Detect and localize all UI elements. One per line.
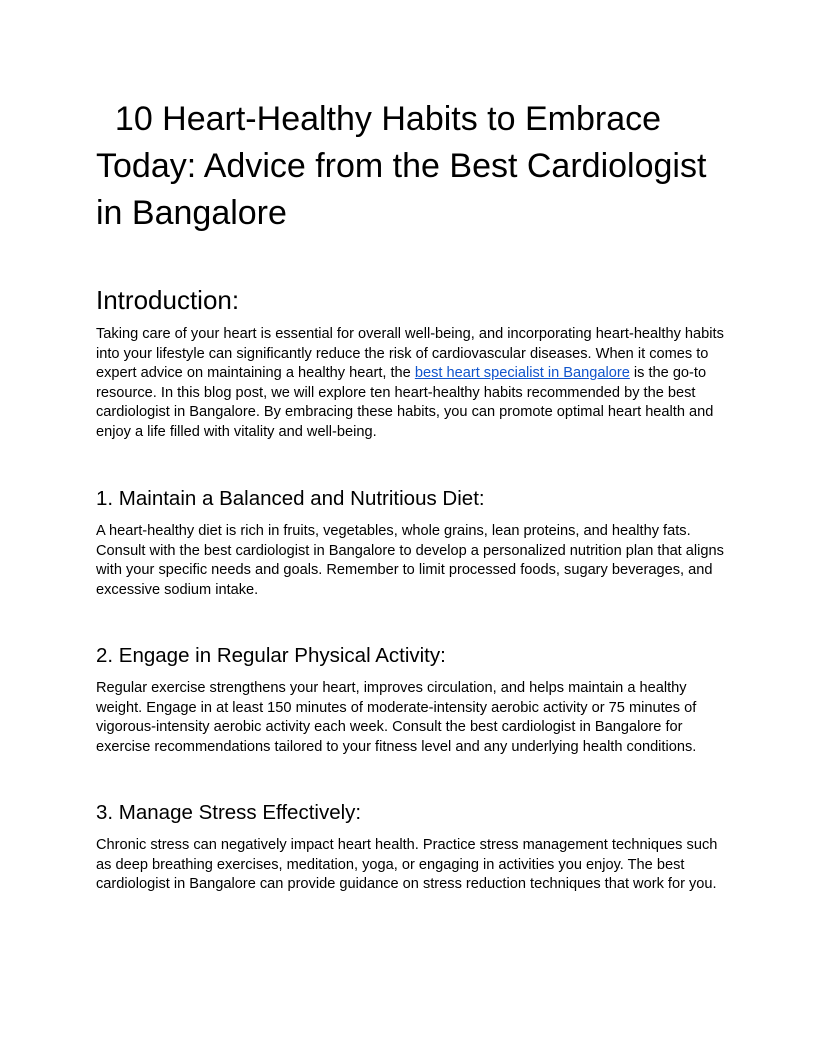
section-heading-physical-activity: 2. Engage in Regular Physical Activity: [96,644,446,667]
section-heading-diet: 1. Maintain a Balanced and Nutritious Diet: [96,487,485,510]
section-heading-stress: 3. Manage Stress Effectively: [96,801,362,824]
section-body-physical-activity: Regular exercise strengthens your heart, improves circulation, and helps maintain a healthy weight. Engage in at least 150 minutes of moderate-intensity aerobic activity or 75 minutes of vigorous-intensity aerobic activity each week. Consult the best cardiologist in Bangalore for exercise recommendations tailored to your fitness level and any underlying health conditions. [96,680,697,755]
page-title: 10 Heart-Healthy Habits to Embrace Today: Advice from the Best Cardiologist in Bangalore [96,100,716,232]
section-body-diet: A heart-healthy diet is rich in fruits, vegetables, whole grains, lean proteins, and healthy fats. Consult with the best cardiologist in Bangalore to develop a personalized nutrition plan that aligns with your specific needs and goals. Remember to limit processed foods, sugary beverages, and excessive sodium intake. [96,523,724,598]
document-page [96,96,724,893]
introduction-text-before-link: Taking care of your heart is essential for overall well-being, and incorporating heart-healthy habits into your lifestyle can significantly reduce the risk of cardiovascular diseases. When it comes to expert advice on maintaining a healthy heart, the [96,326,724,382]
introduction-paragraph [96,325,724,443]
best-heart-specialist-link[interactable]: best heart specialist in Bangalore [414,365,630,382]
introduction-block [96,325,724,443]
section-body-stress: Chronic stress can negatively impact heart health. Practice stress management techniques such as deep breathing exercises, meditation, yoga, or engaging in activities you enjoy. The best cardiologist in Bangalore can provide guidance on stress reduction techniques that work for you. [96,837,718,893]
introduction-text-after-link: is the go-to resource. In this blog post, we will explore ten heart-healthy habits recommended by the best cardiologist in Bangalore. By embracing these habits, you can promote optimal heart health and enjoy a life filled with vitality and well-being. [96,365,714,440]
section-stress [96,800,724,895]
section-diet [96,486,724,600]
introduction-heading: Introduction: [96,285,240,315]
section-physical-activity [96,643,724,757]
